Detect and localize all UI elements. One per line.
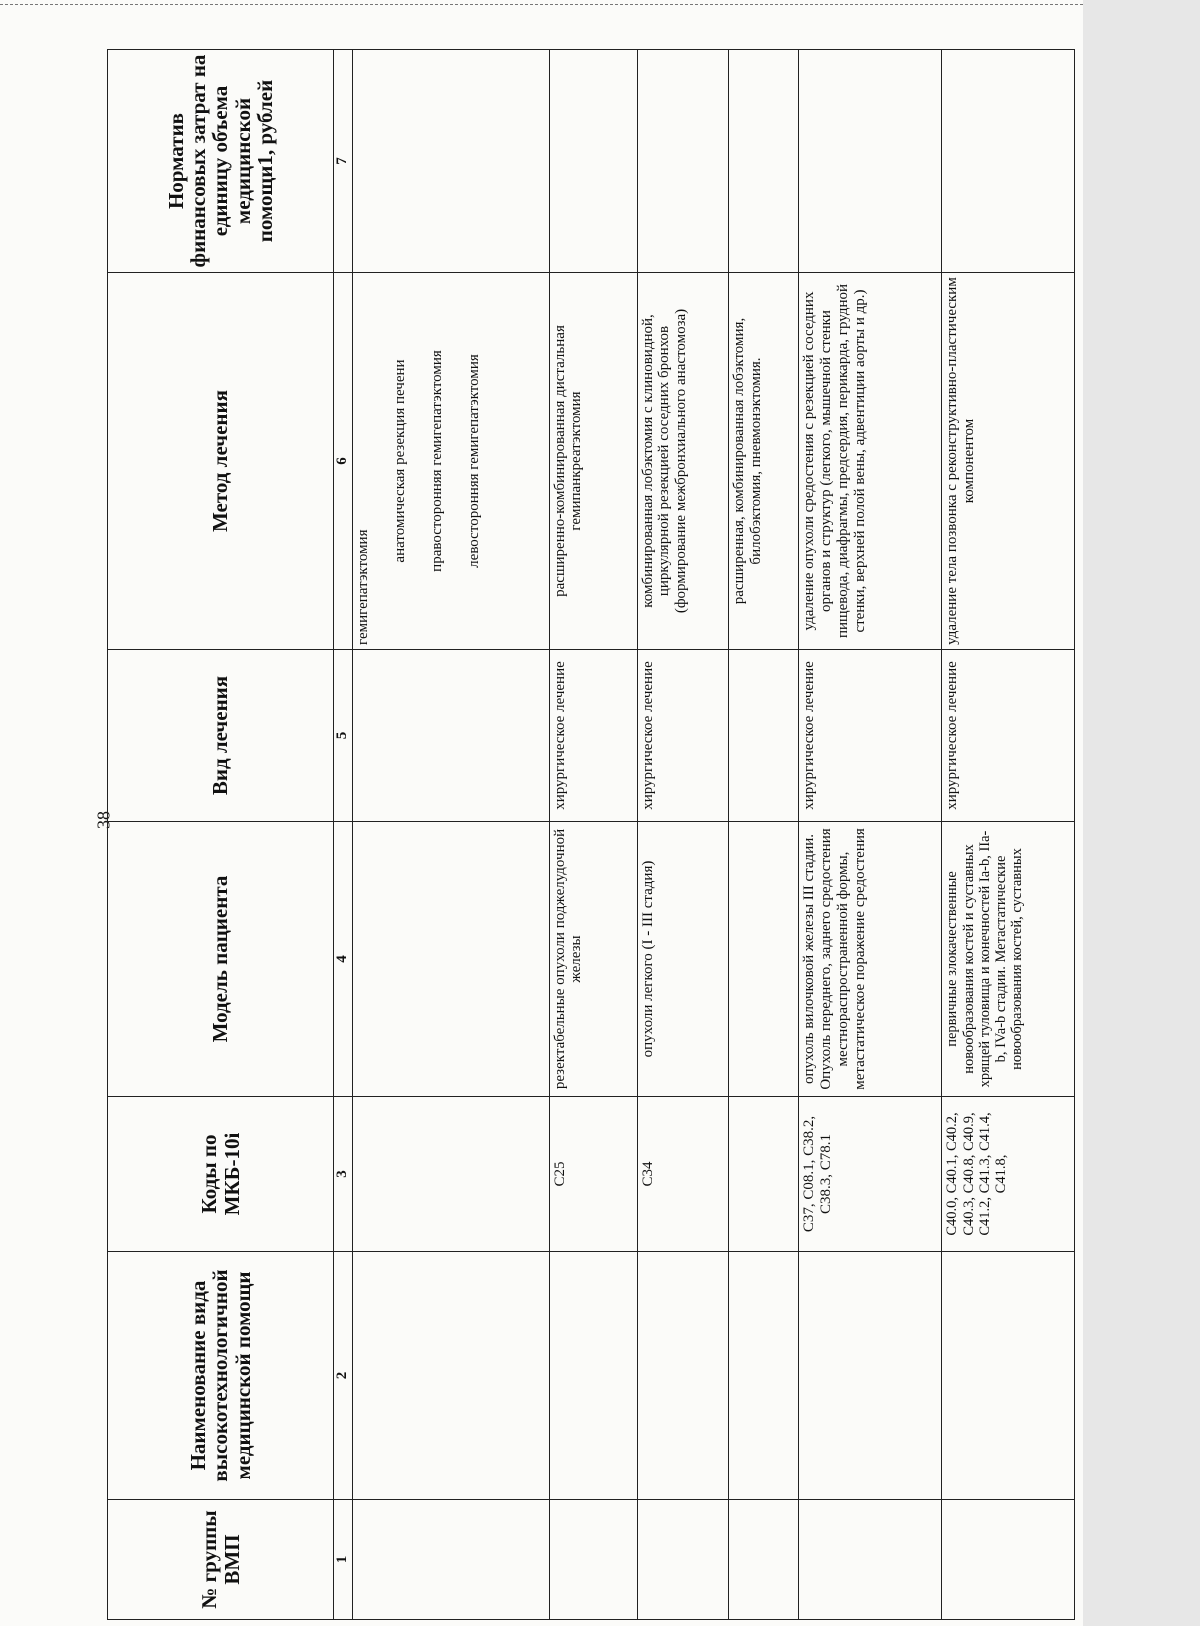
cell-treatment-method: удаление тела позвонка с реконструктивно-пластическим компонентом [942,273,1075,650]
column-number: 3 [334,1097,353,1252]
method-line: правосторонняя гемигепатэктомия [428,350,445,572]
header-group-number: № группы ВМП [108,1500,334,1620]
header-care-type-name: Наименование вида высокотехнологичной медицинской помощи [108,1252,334,1500]
cell-care-type-name [728,1252,798,1500]
cell-treatment-type [352,650,549,822]
cell-group-number [549,1500,637,1620]
cell-cost-standard [942,50,1075,273]
cell-icd-codes [728,1097,798,1252]
table-row [637,50,728,1620]
cell-icd-codes: C37, C08.1, C38.2, C38.3, C78.1 [799,1097,942,1252]
cell-care-type-name [549,1252,637,1500]
cell-group-number [352,1500,549,1620]
cell-icd-codes: C34 [637,1097,728,1252]
cell-treatment-type: хирургическое лечение [942,650,1075,822]
cell-patient-model [352,822,549,1097]
cell-treatment-method: удаление опухоли средостения с резекцией соседних органов и структур (легкого, мышечной стенки пищевода, диафрагмы, предсердия, перикарда, грудной стенки, верхней полой вены, адвентиции аорты и др.) [799,273,942,650]
header-cost-standard: Норматив финансовых затрат на единицу объема медицинской помощи1, рублей [108,50,334,273]
top-edge-marks [0,0,1083,5]
cell-cost-standard [549,50,637,273]
cell-treatment-method: расширенно-комбинированная дистальная гемипанкреатэктомия [549,273,637,650]
cell-treatment-method: комбинированная лобэктомия с клиновидной, циркулярной резекцией соседних бронхов (формирование межбронхиального анастомоза) [637,273,728,650]
cell-group-number [637,1500,728,1620]
table-row [352,50,549,1620]
table-row [549,50,637,1620]
cell-icd-codes: C40.0, C40.1, C40.2, C40.3, C40.8, C40.9, C41.2, C41.3, C41.4, C41.8, [942,1097,1075,1252]
header-patient-model: Модель пациента [108,822,334,1097]
header-icd-codes: Коды по МКБ-10i [108,1097,334,1252]
cell-patient-model [728,822,798,1097]
cell-care-type-name [942,1252,1075,1500]
column-number-row [334,50,353,1620]
cell-treatment-type: хирургическое лечение [549,650,637,822]
cell-icd-codes: C25 [549,1097,637,1252]
cell-treatment-method [352,273,549,650]
header-treatment-method: Метод лечения [108,273,334,650]
cell-group-number [799,1500,942,1620]
table-row [942,50,1075,1620]
header-row [108,50,334,1620]
cell-treatment-method: расширенная, комбинированная лобэктомия, билобэктомия, пневмонэктомия. [728,273,798,650]
cell-cost-standard [728,50,798,273]
cell-group-number [728,1500,798,1620]
cell-cost-standard [352,50,549,273]
cell-cost-standard [799,50,942,273]
column-number: 7 [334,50,353,273]
cell-treatment-type: хирургическое лечение [799,650,942,822]
cell-patient-model: первичные злокачественные новообразования костей и суставных хрящей туловища и конечностей Ia-b, IIa-b, IVa-b стадии. Метастатические новообразования костей, суставных [942,822,1075,1097]
rotated-table-sheet [107,50,1075,1620]
column-number: 4 [334,822,353,1097]
table-row [728,50,798,1620]
cell-care-type-name [352,1252,549,1500]
column-number: 2 [334,1252,353,1500]
cell-care-type-name [637,1252,728,1500]
cell-group-number [942,1500,1075,1620]
method-line: гемигепатэктомия [354,529,371,645]
cell-cost-standard [637,50,728,273]
vmp-table [107,49,1075,1620]
cell-patient-model: опухоли легкого (I - III стадия) [637,822,728,1097]
cell-treatment-type [728,650,798,822]
column-number: 5 [334,650,353,822]
cell-patient-model: опухоль вилочковой железы III стадии. Опухоль переднего, заднего средостения местнораспространенной формы, метастатическое поражение средостения [799,822,942,1097]
page-number: 38 [93,811,114,829]
cell-care-type-name [799,1252,942,1500]
column-number: 6 [334,273,353,650]
table-row [799,50,942,1620]
cell-treatment-type: хирургическое лечение [637,650,728,822]
cell-patient-model: резектабельные опухоли поджелудочной железы [549,822,637,1097]
header-treatment-type: Вид лечения [108,650,334,822]
cell-icd-codes [352,1097,549,1252]
column-number: 1 [334,1500,353,1620]
method-line: левосторонняя гемигепатэктомия [465,354,482,568]
method-line: анатомическая резекция печени [391,359,408,563]
